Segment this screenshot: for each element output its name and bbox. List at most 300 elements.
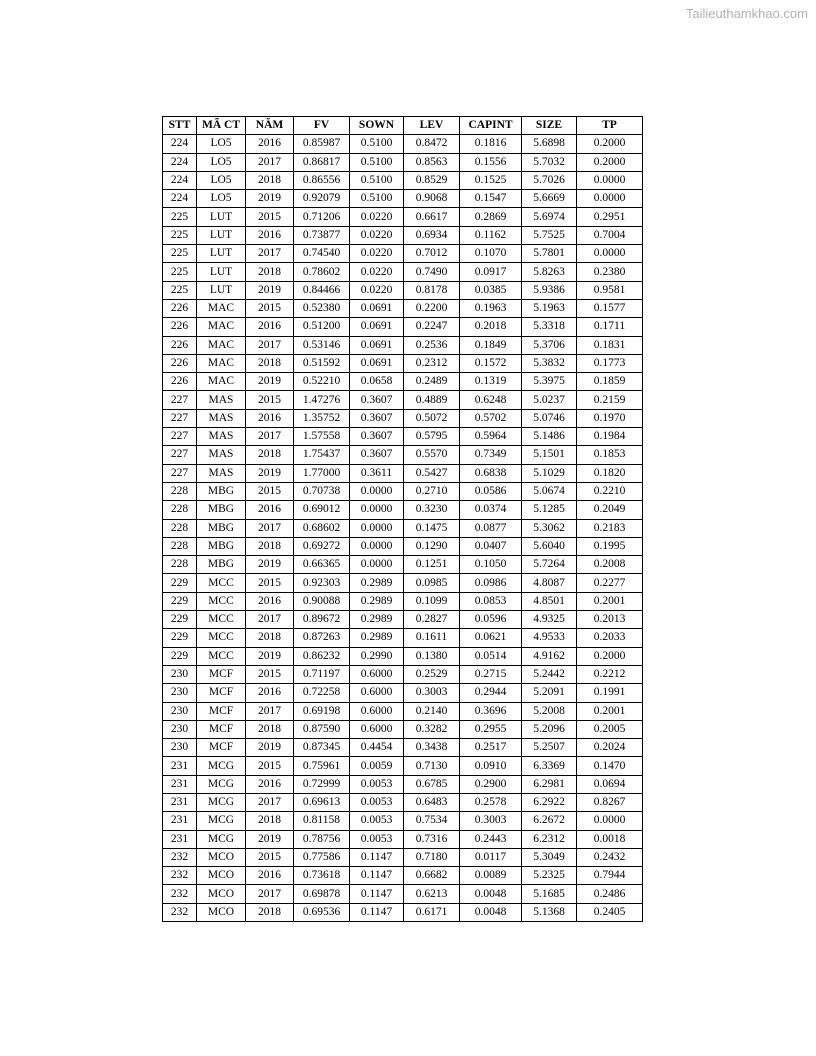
- cell-capint: 0.1572: [460, 354, 522, 372]
- table-row: [163, 556, 643, 574]
- cell-capint: 0.0117: [460, 848, 522, 866]
- cell-capint: 0.0089: [460, 867, 522, 885]
- cell-ma-ct: MCG: [197, 775, 246, 793]
- table-row: [163, 263, 643, 281]
- cell-tp: 0.7004: [577, 226, 643, 244]
- cell-capint: 0.6838: [460, 464, 522, 482]
- cell-ma-ct: MCO: [197, 885, 246, 903]
- cell-lev: 0.8178: [404, 281, 460, 299]
- cell-capint: 0.0877: [460, 519, 522, 537]
- cell-ma-ct: MCF: [197, 684, 246, 702]
- cell-nam: 2015: [246, 299, 294, 317]
- cell-lev: 0.1290: [404, 537, 460, 555]
- cell-fv: 0.71206: [294, 208, 350, 226]
- cell-lev: 0.0985: [404, 574, 460, 592]
- cell-nam: 2016: [246, 501, 294, 519]
- cell-sown: 0.0658: [350, 373, 404, 391]
- cell-lev: 0.2489: [404, 373, 460, 391]
- cell-capint: 0.1525: [460, 171, 522, 189]
- cell-sown: 0.0220: [350, 281, 404, 299]
- cell-size: 6.2312: [522, 830, 577, 848]
- cell-stt: 230: [163, 720, 197, 738]
- cell-tp: 0.2049: [577, 501, 643, 519]
- cell-stt: 225: [163, 263, 197, 281]
- cell-stt: 226: [163, 354, 197, 372]
- table-row: [163, 611, 643, 629]
- cell-ma-ct: MAC: [197, 318, 246, 336]
- cell-capint: 0.1556: [460, 153, 522, 171]
- cell-nam: 2019: [246, 373, 294, 391]
- cell-lev: 0.5427: [404, 464, 460, 482]
- table-row: [163, 428, 643, 446]
- cell-stt: 227: [163, 409, 197, 427]
- cell-tp: 0.2000: [577, 647, 643, 665]
- cell-stt: 232: [163, 867, 197, 885]
- table-row: [163, 739, 643, 757]
- cell-sown: 0.1147: [350, 848, 404, 866]
- cell-lev: 0.5072: [404, 409, 460, 427]
- cell-size: 5.6898: [522, 135, 577, 153]
- cell-tp: 0.2000: [577, 153, 643, 171]
- cell-nam: 2019: [246, 281, 294, 299]
- cell-nam: 2017: [246, 519, 294, 537]
- cell-lev: 0.8472: [404, 135, 460, 153]
- cell-nam: 2018: [246, 171, 294, 189]
- cell-lev: 0.6617: [404, 208, 460, 226]
- cell-ma-ct: LO5: [197, 171, 246, 189]
- cell-lev: 0.7534: [404, 812, 460, 830]
- cell-size: 5.3049: [522, 848, 577, 866]
- table-row: [163, 592, 643, 610]
- cell-nam: 2017: [246, 336, 294, 354]
- cell-size: 5.2507: [522, 739, 577, 757]
- cell-stt: 224: [163, 135, 197, 153]
- cell-stt: 224: [163, 153, 197, 171]
- cell-tp: 0.2159: [577, 391, 643, 409]
- cell-ma-ct: MCC: [197, 611, 246, 629]
- cell-nam: 2017: [246, 153, 294, 171]
- cell-fv: 0.72258: [294, 684, 350, 702]
- cell-stt: 228: [163, 519, 197, 537]
- cell-lev: 0.3438: [404, 739, 460, 757]
- cell-stt: 225: [163, 245, 197, 263]
- cell-fv: 0.74540: [294, 245, 350, 263]
- cell-sown: 0.0000: [350, 482, 404, 500]
- cell-size: 5.6669: [522, 190, 577, 208]
- table-row: [163, 482, 643, 500]
- cell-stt: 232: [163, 903, 197, 921]
- cell-stt: 227: [163, 391, 197, 409]
- cell-fv: 0.52380: [294, 299, 350, 317]
- table-row: [163, 208, 643, 226]
- cell-stt: 225: [163, 281, 197, 299]
- cell-tp: 0.2486: [577, 885, 643, 903]
- cell-nam: 2019: [246, 647, 294, 665]
- table-row: [163, 354, 643, 372]
- cell-lev: 0.1611: [404, 629, 460, 647]
- cell-ma-ct: MCC: [197, 629, 246, 647]
- cell-lev: 0.3003: [404, 684, 460, 702]
- cell-nam: 2019: [246, 830, 294, 848]
- cell-stt: 228: [163, 482, 197, 500]
- header-capint: CAPINT: [460, 117, 522, 135]
- cell-tp: 0.0694: [577, 775, 643, 793]
- cell-tp: 0.2033: [577, 629, 643, 647]
- cell-stt: 230: [163, 702, 197, 720]
- cell-lev: 0.6483: [404, 793, 460, 811]
- cell-lev: 0.4889: [404, 391, 460, 409]
- cell-sown: 0.1147: [350, 867, 404, 885]
- cell-size: 5.2096: [522, 720, 577, 738]
- cell-capint: 0.5964: [460, 428, 522, 446]
- cell-sown: 0.2989: [350, 629, 404, 647]
- cell-fv: 0.85987: [294, 135, 350, 153]
- cell-stt: 228: [163, 537, 197, 555]
- cell-nam: 2019: [246, 464, 294, 482]
- cell-size: 4.8087: [522, 574, 577, 592]
- cell-fv: 0.69272: [294, 537, 350, 555]
- cell-tp: 0.1470: [577, 757, 643, 775]
- cell-capint: 0.1816: [460, 135, 522, 153]
- header-sown: SOWN: [350, 117, 404, 135]
- cell-lev: 0.5570: [404, 446, 460, 464]
- cell-nam: 2019: [246, 190, 294, 208]
- cell-stt: 231: [163, 757, 197, 775]
- cell-fv: 0.78602: [294, 263, 350, 281]
- header-stt: STT: [163, 117, 197, 135]
- cell-ma-ct: MCF: [197, 739, 246, 757]
- cell-stt: 226: [163, 336, 197, 354]
- table-row: [163, 574, 643, 592]
- cell-lev: 0.6682: [404, 867, 460, 885]
- cell-stt: 228: [163, 501, 197, 519]
- cell-size: 5.7525: [522, 226, 577, 244]
- table-row: [163, 299, 643, 317]
- table-row: [163, 153, 643, 171]
- cell-nam: 2018: [246, 263, 294, 281]
- cell-capint: 0.1319: [460, 373, 522, 391]
- cell-capint: 0.1849: [460, 336, 522, 354]
- cell-lev: 0.3282: [404, 720, 460, 738]
- cell-nam: 2018: [246, 812, 294, 830]
- cell-fv: 0.69536: [294, 903, 350, 921]
- cell-capint: 0.2869: [460, 208, 522, 226]
- cell-capint: 0.1963: [460, 299, 522, 317]
- table-row: [163, 684, 643, 702]
- cell-tp: 0.1984: [577, 428, 643, 446]
- cell-ma-ct: MCG: [197, 812, 246, 830]
- cell-sown: 0.3607: [350, 409, 404, 427]
- cell-tp: 0.0000: [577, 171, 643, 189]
- cell-sown: 0.0691: [350, 299, 404, 317]
- cell-tp: 0.8267: [577, 793, 643, 811]
- cell-fv: 0.73877: [294, 226, 350, 244]
- cell-nam: 2016: [246, 592, 294, 610]
- table-row: [163, 848, 643, 866]
- cell-capint: 0.1162: [460, 226, 522, 244]
- cell-sown: 0.5100: [350, 135, 404, 153]
- cell-ma-ct: MAC: [197, 373, 246, 391]
- cell-ma-ct: MAC: [197, 336, 246, 354]
- cell-size: 4.9533: [522, 629, 577, 647]
- cell-sown: 0.1147: [350, 885, 404, 903]
- cell-sown: 0.1147: [350, 903, 404, 921]
- cell-ma-ct: MAS: [197, 428, 246, 446]
- table-row: [163, 318, 643, 336]
- cell-nam: 2015: [246, 757, 294, 775]
- cell-tp: 0.2405: [577, 903, 643, 921]
- cell-ma-ct: MCO: [197, 867, 246, 885]
- table-row: [163, 720, 643, 738]
- cell-tp: 0.2210: [577, 482, 643, 500]
- cell-sown: 0.5100: [350, 153, 404, 171]
- cell-sown: 0.2989: [350, 592, 404, 610]
- cell-fv: 0.69613: [294, 793, 350, 811]
- cell-ma-ct: MBG: [197, 501, 246, 519]
- cell-ma-ct: LUT: [197, 226, 246, 244]
- cell-tp: 0.2432: [577, 848, 643, 866]
- cell-fv: 0.51592: [294, 354, 350, 372]
- cell-lev: 0.2827: [404, 611, 460, 629]
- cell-size: 6.2922: [522, 793, 577, 811]
- cell-sown: 0.2989: [350, 611, 404, 629]
- cell-tp: 0.2380: [577, 263, 643, 281]
- cell-lev: 0.7130: [404, 757, 460, 775]
- cell-size: 5.0674: [522, 482, 577, 500]
- cell-stt: 231: [163, 775, 197, 793]
- cell-lev: 0.6934: [404, 226, 460, 244]
- table-row: [163, 793, 643, 811]
- cell-size: 4.9162: [522, 647, 577, 665]
- cell-fv: 0.90088: [294, 592, 350, 610]
- header-ma-ct: MÃ CT: [197, 117, 246, 135]
- cell-nam: 2017: [246, 611, 294, 629]
- cell-nam: 2016: [246, 684, 294, 702]
- header-nam: NĂM: [246, 117, 294, 135]
- cell-size: 5.2325: [522, 867, 577, 885]
- table-row: [163, 464, 643, 482]
- table-row: [163, 171, 643, 189]
- cell-stt: 230: [163, 684, 197, 702]
- cell-nam: 2017: [246, 428, 294, 446]
- cell-nam: 2018: [246, 720, 294, 738]
- cell-sown: 0.0053: [350, 830, 404, 848]
- cell-tp: 0.2024: [577, 739, 643, 757]
- cell-capint: 0.2900: [460, 775, 522, 793]
- cell-ma-ct: LUT: [197, 245, 246, 263]
- cell-lev: 0.1380: [404, 647, 460, 665]
- cell-sown: 0.0220: [350, 263, 404, 281]
- cell-size: 5.0237: [522, 391, 577, 409]
- cell-size: 5.7264: [522, 556, 577, 574]
- cell-nam: 2018: [246, 903, 294, 921]
- cell-nam: 2018: [246, 537, 294, 555]
- cell-nam: 2019: [246, 739, 294, 757]
- cell-fv: 0.69878: [294, 885, 350, 903]
- cell-stt: 227: [163, 428, 197, 446]
- cell-capint: 0.2517: [460, 739, 522, 757]
- cell-fv: 0.87345: [294, 739, 350, 757]
- cell-capint: 0.0596: [460, 611, 522, 629]
- cell-capint: 0.3003: [460, 812, 522, 830]
- table-row: [163, 190, 643, 208]
- cell-tp: 0.0000: [577, 245, 643, 263]
- cell-ma-ct: MAS: [197, 391, 246, 409]
- cell-fv: 0.70738: [294, 482, 350, 500]
- cell-fv: 1.77000: [294, 464, 350, 482]
- cell-tp: 0.2212: [577, 665, 643, 683]
- cell-lev: 0.2710: [404, 482, 460, 500]
- cell-lev: 0.9068: [404, 190, 460, 208]
- cell-capint: 0.0910: [460, 757, 522, 775]
- cell-fv: 0.87590: [294, 720, 350, 738]
- cell-size: 6.3369: [522, 757, 577, 775]
- cell-size: 5.3832: [522, 354, 577, 372]
- cell-ma-ct: LO5: [197, 153, 246, 171]
- cell-stt: 229: [163, 611, 197, 629]
- cell-size: 5.1685: [522, 885, 577, 903]
- cell-size: 5.3062: [522, 519, 577, 537]
- cell-tp: 0.0018: [577, 830, 643, 848]
- cell-sown: 0.0000: [350, 537, 404, 555]
- cell-lev: 0.3230: [404, 501, 460, 519]
- cell-sown: 0.3607: [350, 428, 404, 446]
- cell-capint: 0.0621: [460, 629, 522, 647]
- cell-size: 6.2672: [522, 812, 577, 830]
- cell-sown: 0.3611: [350, 464, 404, 482]
- cell-size: 5.1368: [522, 903, 577, 921]
- cell-tp: 0.0000: [577, 812, 643, 830]
- cell-fv: 1.47276: [294, 391, 350, 409]
- cell-lev: 0.8563: [404, 153, 460, 171]
- cell-nam: 2019: [246, 556, 294, 574]
- cell-capint: 0.0048: [460, 885, 522, 903]
- cell-size: 5.1963: [522, 299, 577, 317]
- table-row: [163, 775, 643, 793]
- cell-nam: 2017: [246, 885, 294, 903]
- cell-lev: 0.2140: [404, 702, 460, 720]
- cell-stt: 228: [163, 556, 197, 574]
- table-row: [163, 647, 643, 665]
- cell-tp: 0.1859: [577, 373, 643, 391]
- cell-sown: 0.6000: [350, 720, 404, 738]
- cell-capint: 0.0385: [460, 281, 522, 299]
- cell-ma-ct: MCF: [197, 702, 246, 720]
- cell-sown: 0.0220: [350, 245, 404, 263]
- cell-ma-ct: MCC: [197, 647, 246, 665]
- cell-ma-ct: MCF: [197, 720, 246, 738]
- table-row: [163, 885, 643, 903]
- table-row: [163, 665, 643, 683]
- cell-size: 5.1486: [522, 428, 577, 446]
- cell-size: 5.8263: [522, 263, 577, 281]
- cell-sown: 0.0220: [350, 208, 404, 226]
- cell-fv: 0.86232: [294, 647, 350, 665]
- data-table: [162, 116, 643, 922]
- cell-sown: 0.0053: [350, 775, 404, 793]
- cell-ma-ct: LUT: [197, 281, 246, 299]
- watermark-text: Tailieuthamkhao.com: [685, 6, 808, 21]
- table-row: [163, 519, 643, 537]
- cell-size: 5.7026: [522, 171, 577, 189]
- cell-fv: 0.86556: [294, 171, 350, 189]
- cell-capint: 0.1547: [460, 190, 522, 208]
- cell-size: 5.2091: [522, 684, 577, 702]
- cell-size: 5.1285: [522, 501, 577, 519]
- cell-size: 5.7032: [522, 153, 577, 171]
- cell-tp: 0.1773: [577, 354, 643, 372]
- cell-ma-ct: LO5: [197, 190, 246, 208]
- cell-tp: 0.1853: [577, 446, 643, 464]
- cell-stt: 231: [163, 793, 197, 811]
- cell-nam: 2018: [246, 354, 294, 372]
- cell-sown: 0.0000: [350, 519, 404, 537]
- cell-lev: 0.2200: [404, 299, 460, 317]
- cell-nam: 2016: [246, 867, 294, 885]
- cell-capint: 0.2578: [460, 793, 522, 811]
- cell-tp: 0.2001: [577, 592, 643, 610]
- cell-sown: 0.0053: [350, 793, 404, 811]
- cell-ma-ct: MCO: [197, 903, 246, 921]
- cell-sown: 0.0691: [350, 318, 404, 336]
- cell-sown: 0.6000: [350, 665, 404, 683]
- cell-fv: 0.51200: [294, 318, 350, 336]
- cell-sown: 0.2989: [350, 574, 404, 592]
- cell-nam: 2015: [246, 391, 294, 409]
- cell-capint: 0.2715: [460, 665, 522, 683]
- cell-capint: 0.0514: [460, 647, 522, 665]
- table-row: [163, 245, 643, 263]
- cell-capint: 0.3696: [460, 702, 522, 720]
- cell-sown: 0.6000: [350, 702, 404, 720]
- cell-capint: 0.2944: [460, 684, 522, 702]
- cell-fv: 0.81158: [294, 812, 350, 830]
- cell-sown: 0.0059: [350, 757, 404, 775]
- cell-capint: 0.7349: [460, 446, 522, 464]
- cell-sown: 0.5100: [350, 171, 404, 189]
- table-row: [163, 135, 643, 153]
- cell-capint: 0.6248: [460, 391, 522, 409]
- cell-tp: 0.0000: [577, 190, 643, 208]
- cell-stt: 232: [163, 848, 197, 866]
- cell-nam: 2015: [246, 848, 294, 866]
- cell-capint: 0.0407: [460, 537, 522, 555]
- cell-capint: 0.0853: [460, 592, 522, 610]
- cell-sown: 0.0691: [350, 354, 404, 372]
- cell-stt: 231: [163, 812, 197, 830]
- cell-ma-ct: MAC: [197, 354, 246, 372]
- table-row: [163, 281, 643, 299]
- cell-tp: 0.9581: [577, 281, 643, 299]
- cell-fv: 0.69198: [294, 702, 350, 720]
- cell-fv: 0.69012: [294, 501, 350, 519]
- cell-nam: 2015: [246, 208, 294, 226]
- cell-sown: 0.0053: [350, 812, 404, 830]
- header-size: SIZE: [522, 117, 577, 135]
- cell-nam: 2016: [246, 409, 294, 427]
- cell-ma-ct: MCG: [197, 793, 246, 811]
- cell-ma-ct: MBG: [197, 556, 246, 574]
- cell-lev: 0.1475: [404, 519, 460, 537]
- cell-stt: 229: [163, 574, 197, 592]
- cell-fv: 0.68602: [294, 519, 350, 537]
- cell-lev: 0.2536: [404, 336, 460, 354]
- cell-lev: 0.2247: [404, 318, 460, 336]
- cell-stt: 227: [163, 464, 197, 482]
- cell-tp: 0.1820: [577, 464, 643, 482]
- cell-stt: 231: [163, 830, 197, 848]
- cell-tp: 0.2013: [577, 611, 643, 629]
